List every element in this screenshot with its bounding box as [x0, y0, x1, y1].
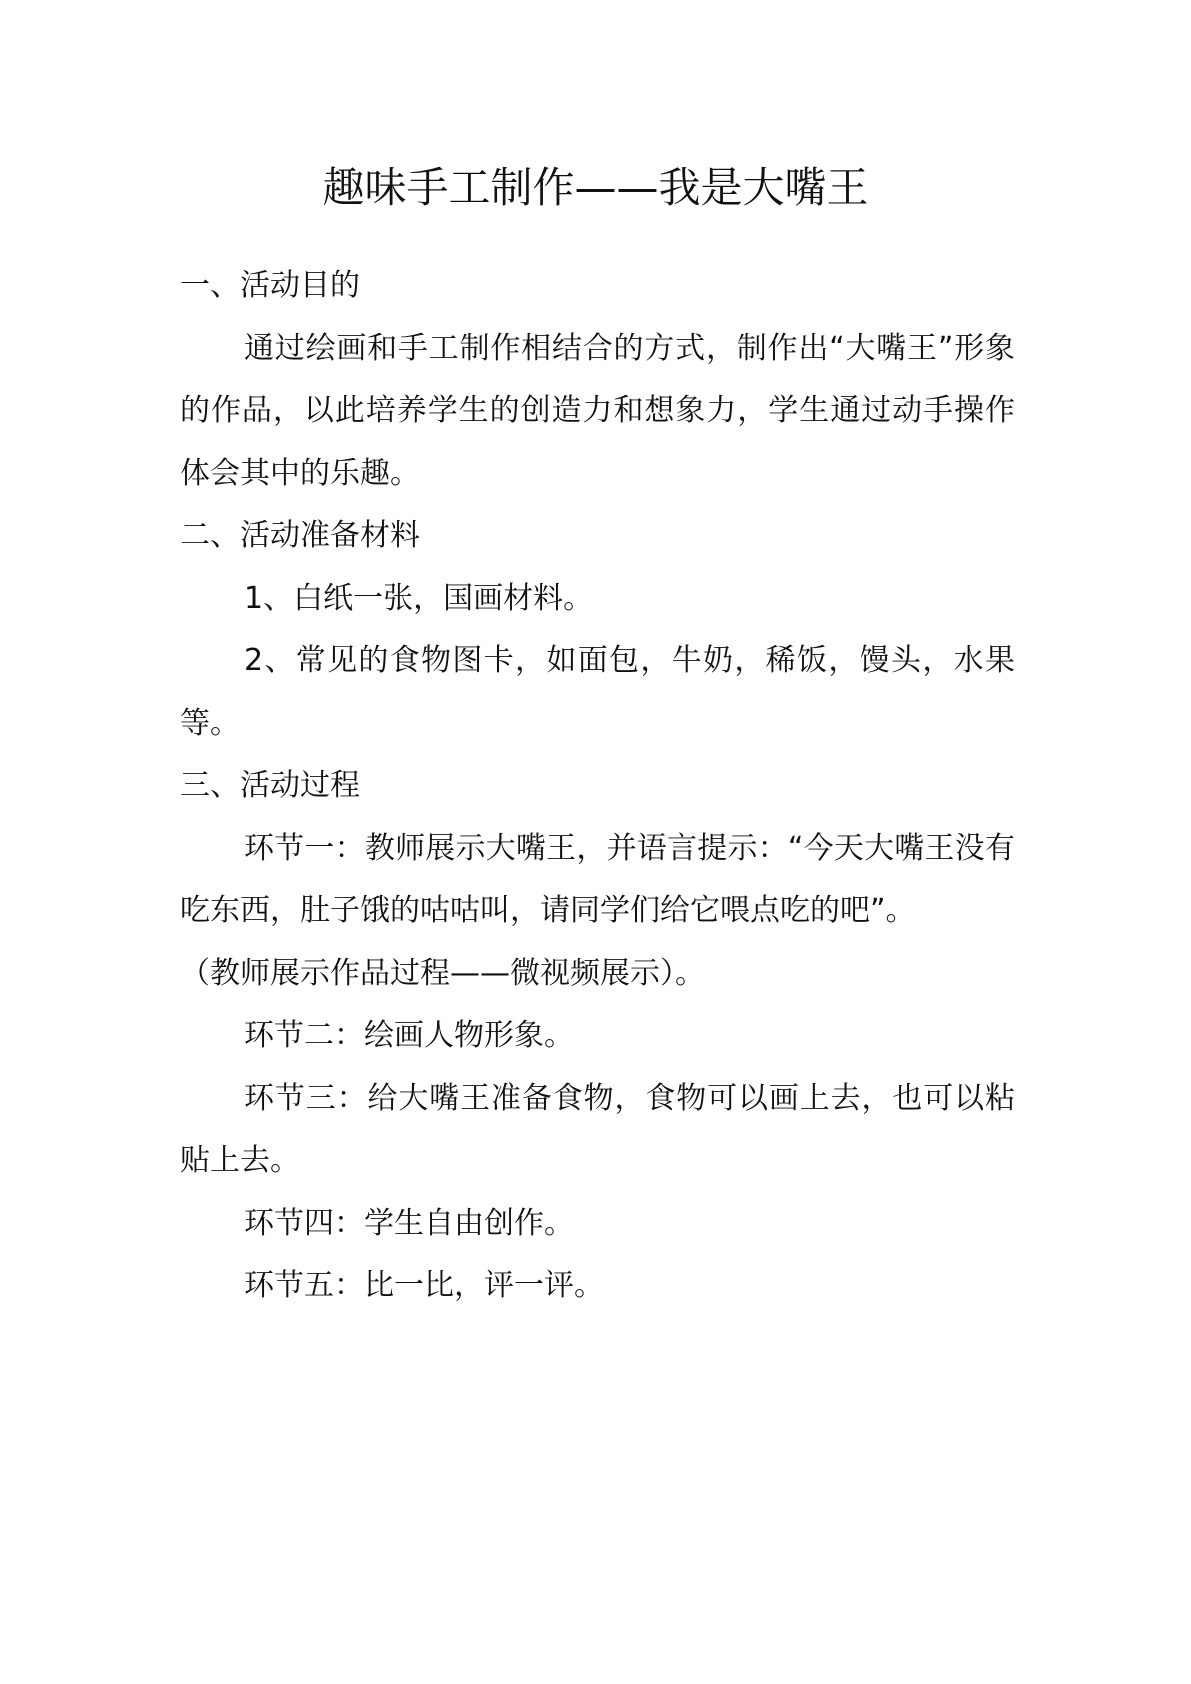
materials-item-1: 1、白纸一张，国画材料。: [244, 580, 594, 616]
section-heading-materials: 二、活动准备材料: [180, 518, 420, 553]
process-step-4: 环节四：学生自由创作。: [244, 1205, 574, 1241]
purpose-paragraph: 通过绘画和手工制作相结合的方式，制作出“大嘴王”形象的作品，以此培养学生的创造力和想象力，学生通过动手操作体会其中的乐趣。: [180, 330, 1015, 491]
document-title: 趣味手工制作——我是大嘴王: [322, 163, 869, 212]
process-step-5: 环节五：比一比，评一评。: [244, 1268, 604, 1303]
materials-item-2: 2、常见的食物图卡，如面包，牛奶，稀饭，馒头，水果等。: [180, 643, 1015, 741]
process-step-2: 环节二：绘画人物形象。: [244, 1018, 574, 1053]
section-heading-purpose: 一、活动目的: [180, 268, 360, 303]
document-body: [180, 255, 1015, 1318]
process-step-1: 环节一：教师展示大嘴王，并语言提示：“今天大嘴王没有吃东西，肚子饿的咕咕叫，请同学们给它喂点吃的吧”。: [180, 830, 1015, 928]
section-heading-process: 三、活动过程: [180, 768, 360, 803]
process-step-3: 环节三：给大嘴王准备食物，食物可以画上去，也可以粘贴上去。: [180, 1080, 1015, 1178]
process-note: （教师展示作品过程——微视频展示）。: [180, 955, 705, 991]
